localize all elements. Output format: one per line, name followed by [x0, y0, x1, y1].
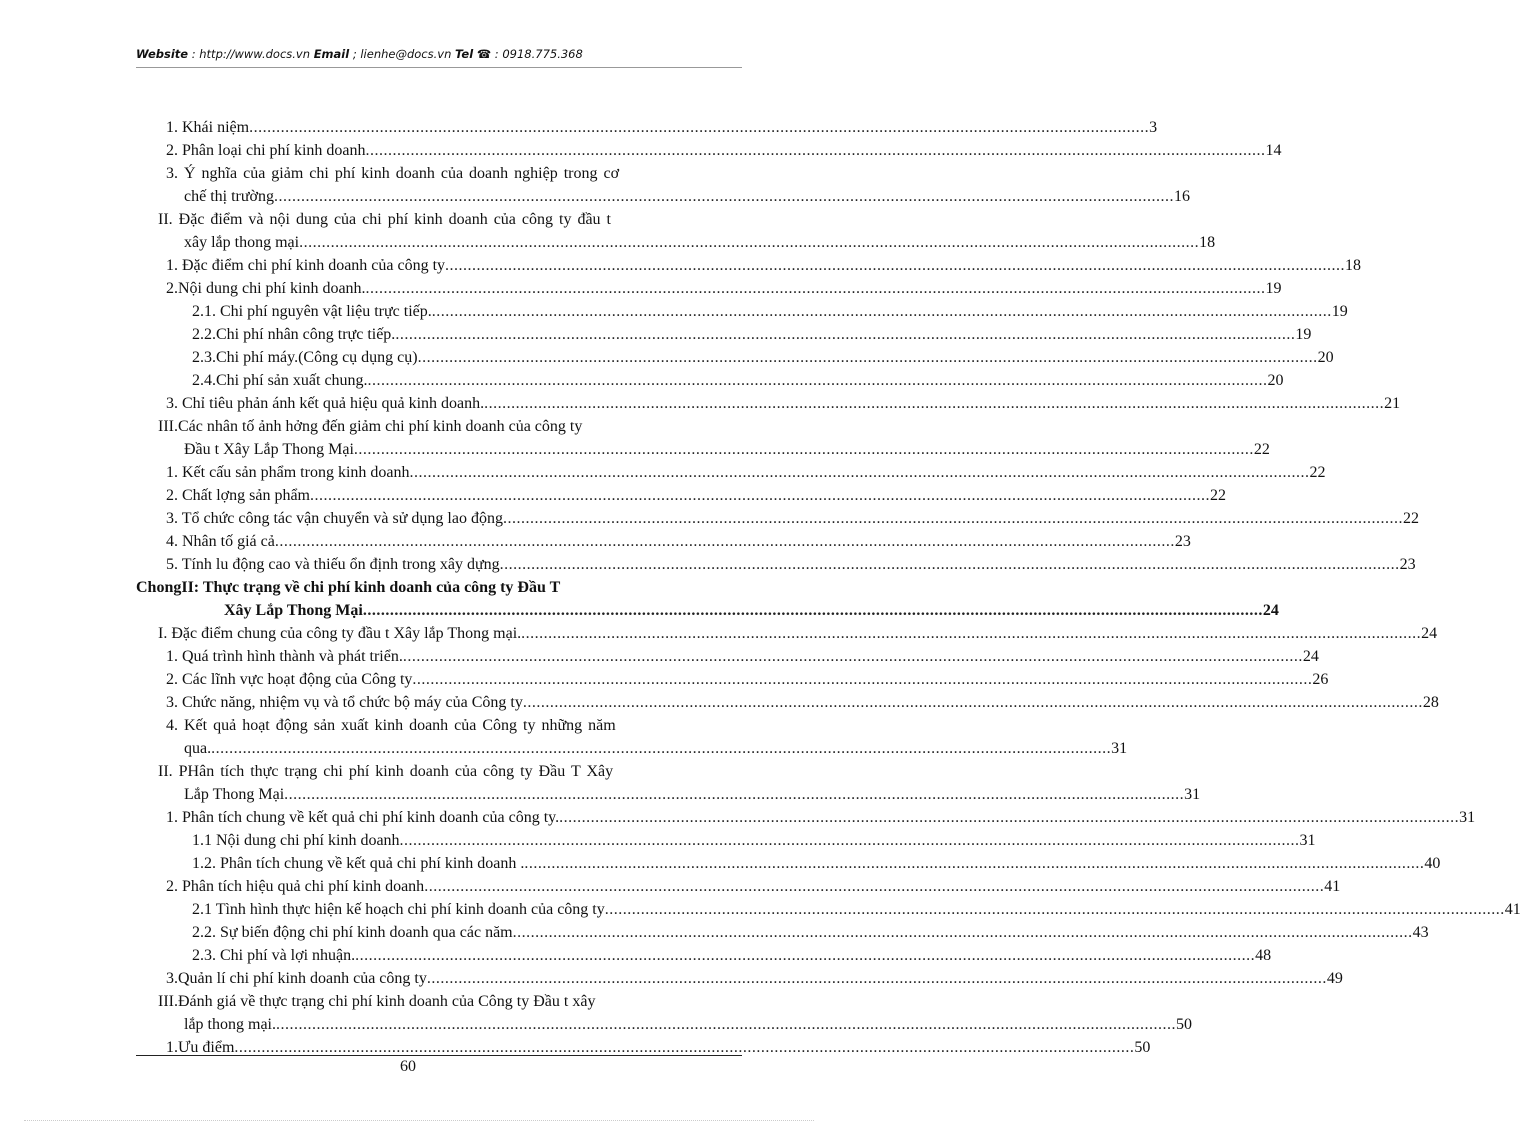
toc-entry[interactable]: 1.1 Nội dung chi phí kinh doanh ........................................................................................................................................................................................................ 31: [192, 830, 737, 852]
toc-entry[interactable]: 1.Ưu điểm ........................................................................................................................................................................................................ 50: [166, 1037, 737, 1059]
dot-leader: ........................................................................................................................................................................................................: [355, 947, 1256, 964]
dot-leader: ........................................................................................................................................................................................................: [512, 924, 1413, 941]
toc-entry[interactable]: 3. Ý nghĩa của giảm chi phí kinh doanh của doanh nghiệp trong cơ: [166, 165, 620, 182]
dot-leader: ........................................................................................................................................................................................................: [559, 809, 1460, 826]
dot-leader: ........................................................................................................................................................................................................: [409, 464, 1310, 481]
toc-entry[interactable]: lắp thong mại. ........................................................................................................................................................................................................ 50: [184, 1014, 737, 1036]
toc-entry[interactable]: I. Đặc điểm chung của công ty đầu t Xây lắp Thong mại. ........................................................................................................................................................................................................ 24: [158, 623, 737, 645]
toc-entry[interactable]: 2. Phân tích hiệu quả chi phí kinh doanh ........................................................................................................................................................................................................ 41: [166, 876, 737, 898]
dot-leader: ........................................................................................................................................................................................................: [284, 786, 1185, 803]
dot-leader: ........................................................................................................................................................................................................: [604, 901, 1505, 918]
dot-leader: ........................................................................................................................................................................................................: [412, 671, 1313, 688]
toc-entry[interactable]: 4. Kết quả hoạt động sản xuất kinh doanh của Công ty những năm: [166, 717, 616, 734]
toc-entry[interactable]: III.Các nhân tố ảnh hởng đến giảm chi phí kinh doanh của công ty: [158, 418, 583, 435]
dot-leader: ........................................................................................................................................................................................................: [402, 648, 1303, 665]
toc-entry[interactable]: 2.3. Chi phí và lợi nhuận. ........................................................................................................................................................................................................ 48: [192, 945, 737, 967]
toc-entry[interactable]: 2.1 Tình hình thực hiện kế hoạch chi phí kinh doanh của công ty ........................................................................................................................................................................................................ 41: [192, 899, 737, 921]
toc-chapter-heading[interactable]: ChongII: Thực trạng về chi phí kinh doanh của công ty Đầu T: [136, 579, 561, 596]
dot-leader: ........................................................................................................................................................................................................: [367, 372, 1268, 389]
dot-leader: ........................................................................................................................................................................................................: [521, 625, 1422, 642]
phone-icon: ☎: [476, 47, 492, 61]
dot-leader: ........................................................................................................................................................................................................: [362, 602, 1263, 619]
dot-leader: ........................................................................................................................................................................................................: [274, 188, 1174, 205]
dot-leader: ........................................................................................................................................................................................................: [502, 510, 1403, 527]
dot-leader: ........................................................................................................................................................................................................: [499, 556, 1400, 573]
toc-entry[interactable]: II. Đặc điểm và nội dung của chi phí kinh doanh của công ty đầu t: [158, 211, 611, 228]
dot-leader: ........................................................................................................................................................................................................: [211, 740, 1112, 757]
toc-entry[interactable]: 2.2.Chi phí nhân công trực tiếp. ........................................................................................................................................................................................................ 19: [192, 324, 737, 346]
toc-entry[interactable]: 3. Tổ chức công tác vận chuyển và sử dụng lao động ........................................................................................................................................................................................................ 22: [166, 508, 737, 530]
toc-entry[interactable]: 4. Nhân tố giá cả ........................................................................................................................................................................................................ 23: [166, 531, 737, 553]
dot-leader: ........................................................................................................................................................................................................: [365, 142, 1266, 159]
toc-entry[interactable]: Lắp Thong Mại ........................................................................................................................................................................................................ 31: [184, 784, 737, 806]
dot-leader: ........................................................................................................................................................................................................: [310, 487, 1210, 504]
tel-label: Tel: [455, 47, 474, 61]
tel-value: : 0918.775.368: [494, 47, 583, 61]
toc-entry[interactable]: 2.Nội dung chi phí kinh doanh. ........................................................................................................................................................................................................ 19: [166, 278, 737, 300]
dot-leader: ........................................................................................................................................................................................................: [365, 280, 1266, 297]
toc-entry[interactable]: Đầu t Xây Lắp Thong Mại ........................................................................................................................................................................................................ 22: [184, 439, 737, 461]
toc-chapter-heading[interactable]: Xây Lắp Thong Mại ........................................................................................................................................................................................................ 24: [224, 600, 737, 622]
toc-entry[interactable]: 5. Tính lu động cao và thiếu ổn định trong xây dựng ........................................................................................................................................................................................................ 23: [166, 554, 737, 576]
toc-entry[interactable]: II. PHân tích thực trạng chi phí kinh doanh của công ty Đầu T Xây: [158, 763, 614, 780]
toc-entry[interactable]: 3. Chỉ tiêu phản ánh kết quả hiệu quả kinh doanh. ........................................................................................................................................................................................................ 21: [166, 393, 737, 415]
dot-leader: ........................................................................................................................................................................................................: [426, 970, 1327, 987]
toc-entry[interactable]: 2. Các lĩnh vực hoạt động của Công ty ........................................................................................................................................................................................................ 26: [166, 669, 737, 691]
website-label: Website: [136, 47, 189, 61]
toc-entry[interactable]: 2.4.Chi phí sản xuất chung. ........................................................................................................................................................................................................ 20: [192, 370, 737, 392]
toc-entry[interactable]: 3. Chức năng, nhiệm vụ và tổ chức bộ máy của Công ty ........................................................................................................................................................................................................ 28: [166, 692, 737, 714]
toc-entry[interactable]: 2.2. Sự biến động chi phí kinh doanh qua các năm ........................................................................................................................................................................................................ 43: [192, 922, 737, 944]
dot-leader: ........................................................................................................................................................................................................: [522, 694, 1423, 711]
toc-entry[interactable]: xây lắp thong mại ........................................................................................................................................................................................................ 18: [184, 232, 737, 254]
toc-entry[interactable]: 2.3.Chi phí máy.(Công cụ dụng cụ) ........................................................................................................................................................................................................ 20: [192, 347, 737, 369]
website-url[interactable]: : http://www.docs.vn: [191, 47, 311, 61]
page-number: 60: [400, 1058, 416, 1075]
dot-leader: ........................................................................................................................................................................................................: [234, 1039, 1135, 1056]
toc-entry[interactable]: 2. Chất lợng sản phẩm ........................................................................................................................................................................................................ 22: [166, 485, 737, 507]
header-divider: [136, 67, 742, 68]
dot-leader: ........................................................................................................................................................................................................: [524, 855, 1425, 872]
page-header: [136, 47, 742, 61]
dot-leader: ........................................................................................................................................................................................................: [445, 257, 1346, 274]
dot-leader: ........................................................................................................................................................................................................: [249, 119, 1150, 136]
dot-leader: ........................................................................................................................................................................................................: [417, 349, 1318, 366]
toc-entry[interactable]: 3.Quản lí chi phí kinh doanh của công ty ........................................................................................................................................................................................................ 49: [166, 968, 737, 990]
dot-leader: ........................................................................................................................................................................................................: [399, 832, 1300, 849]
dot-leader: ........................................................................................................................................................................................................: [353, 441, 1254, 458]
email-value[interactable]: ; lienhe@docs.vn: [352, 47, 452, 61]
dot-leader: ........................................................................................................................................................................................................: [424, 878, 1325, 895]
toc-entry[interactable]: 2. Phân loại chi phí kinh doanh ........................................................................................................................................................................................................ 14: [166, 140, 737, 162]
dot-leader: ........................................................................................................................................................................................................: [275, 1016, 1176, 1033]
toc-entry[interactable]: III.Đánh giá về thực trạng chi phí kinh doanh của Công ty Đầu t xây: [158, 993, 596, 1010]
toc-entry[interactable]: 1. Phân tích chung về kết quả chi phí kinh doanh của công ty. ........................................................................................................................................................................................................ 31: [166, 807, 737, 829]
dot-leader: ........................................................................................................................................................................................................: [395, 326, 1296, 343]
toc-entry[interactable]: 1. Kết cấu sản phẩm trong kinh doanh ........................................................................................................................................................................................................ 22: [166, 462, 737, 484]
footer-divider: [136, 1055, 742, 1056]
toc-entry[interactable]: qua. ........................................................................................................................................................................................................ 31: [184, 738, 737, 760]
email-label: Email: [313, 47, 350, 61]
page-edge-dots: [24, 1120, 814, 1121]
dot-leader: ........................................................................................................................................................................................................: [299, 234, 1200, 251]
toc-entry[interactable]: 1. Quá trình hình thành và phát triển. ........................................................................................................................................................................................................ 24: [166, 646, 737, 668]
dot-leader: ........................................................................................................................................................................................................: [431, 303, 1332, 320]
toc-entry[interactable]: 2.1. Chi phí nguyên vật liệu trực tiếp. ........................................................................................................................................................................................................ 19: [192, 301, 737, 323]
toc-entry[interactable]: chế thị trường ........................................................................................................................................................................................................ 16: [184, 186, 737, 208]
dot-leader: ........................................................................................................................................................................................................: [484, 395, 1385, 412]
toc-entry[interactable]: 1. Đặc điểm chi phí kinh doanh của công ty ........................................................................................................................................................................................................ 18: [166, 255, 737, 277]
toc-entry[interactable]: 1. Khái niệm ........................................................................................................................................................................................................ 3: [166, 117, 737, 139]
toc-entry[interactable]: 1.2. Phân tích chung về kết quả chi phí kinh doanh . ........................................................................................................................................................................................................ 40: [192, 853, 737, 875]
dot-leader: ........................................................................................................................................................................................................: [274, 533, 1175, 550]
